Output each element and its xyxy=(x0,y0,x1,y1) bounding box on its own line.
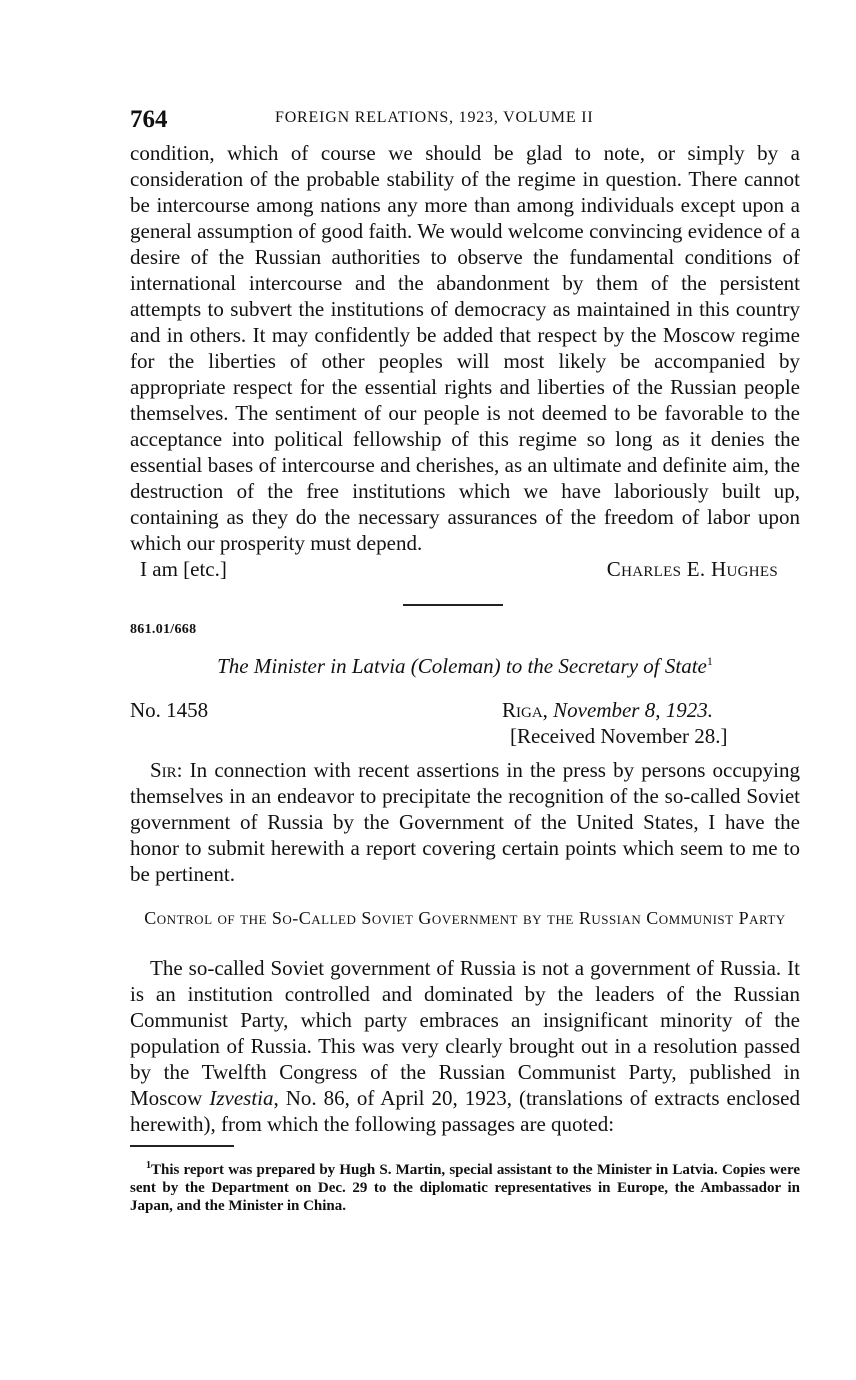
file-number: 861.01/668 xyxy=(130,622,197,637)
document-title xyxy=(130,648,800,679)
received-date: [Received November 28.] xyxy=(510,724,728,748)
section-text-after: , No. 86, of April 20, 1923, (translations of extracts enclosed herewith), from which the following passages are quoted: xyxy=(130,1086,801,1136)
section-paragraph xyxy=(130,955,800,1137)
intro-text: In connection with recent assertions in the press by persons occupying themselves in an endeavor to precipitate the recognition of the so-called Soviet government of Russia by the Government of the United States, I have the honor to submit herewith a report covering certain points which seem to me to be pertinent. xyxy=(130,758,801,886)
running-head xyxy=(130,100,800,140)
footnote-marker: 1 xyxy=(146,1160,151,1171)
section-heading: Control of the So-Called Soviet Government by the Russian Communist Party xyxy=(144,908,786,928)
place: Riga, xyxy=(502,698,548,722)
footnote xyxy=(130,1157,800,1215)
section-text-before: The so-called Soviet government of Russia is not a government of Russia. It is an institution controlled and dominated by the leaders of the Russian Communist Party, which party embraces an insignificant minority of the population of Russia. This was very clearly brought out in a resolution passed by the Twelfth Congress of the Russian Communist Party, published in Moscow xyxy=(130,956,800,1110)
document-number: No. 1458 xyxy=(130,698,209,722)
closing-phrase: I am [etc.] xyxy=(140,557,227,581)
footnote-rule xyxy=(130,1145,234,1147)
place-date xyxy=(502,697,713,723)
running-head-title: FOREIGN RELATIONS, 1923, VOLUME II xyxy=(275,109,594,126)
section-divider xyxy=(403,604,503,606)
page-number: 764 xyxy=(130,106,168,133)
letter-closing xyxy=(130,556,800,584)
continuation-paragraph: condition, which of course we should be glad to note, or simply by a consideration of the probable stability of the regime in question. There cannot be intercourse among nations any more than among individuals except upon a general assumption of good faith. We would welcome convincing evidence of a desire of the Russian authorities to observe the fundamental conditions of international intercourse and the abandonment by them of the persistent attempts to subvert the institutions of democracy as maintained in this country and in others. It may confidently be added that respect by the Moscow regime for the liberties of other peoples will most likely be accompanied by appropriate respect for the essential rights and liberties of the Russian people themselves. The sentiment of our people is not deemed to be favorable to the acceptance into political fellowship of this regime so long as it denies the essential bases of intercourse and cherishes, as an ultimate and definite aim, the destruction of the free institutions which we have laboriously built up, containing as they do the necessary assurances of the freedom of labor upon which our prosperity must depend. xyxy=(130,141,800,555)
intro-paragraph xyxy=(130,757,800,887)
newspaper-name: Izvestia xyxy=(209,1086,274,1110)
title-footnote-marker: 1 xyxy=(706,654,713,668)
document-title-text: The Minister in Latvia (Coleman) to the Secretary of State xyxy=(217,654,707,678)
dateline xyxy=(130,697,800,757)
signature: Charles E. Hughes xyxy=(606,557,778,581)
footnote-text: This report was prepared by Hugh S. Martin, special assistant to the Minister in Latvia. Copies were sent by the Department on Dec. 29 to the diplomatic representatives in Europe, the Ambassador in Japan, and the Minister in China. xyxy=(130,1162,800,1214)
date: November 8, 1923. xyxy=(553,698,713,722)
salutation: Sir: xyxy=(150,758,183,782)
document-page xyxy=(130,100,800,1215)
